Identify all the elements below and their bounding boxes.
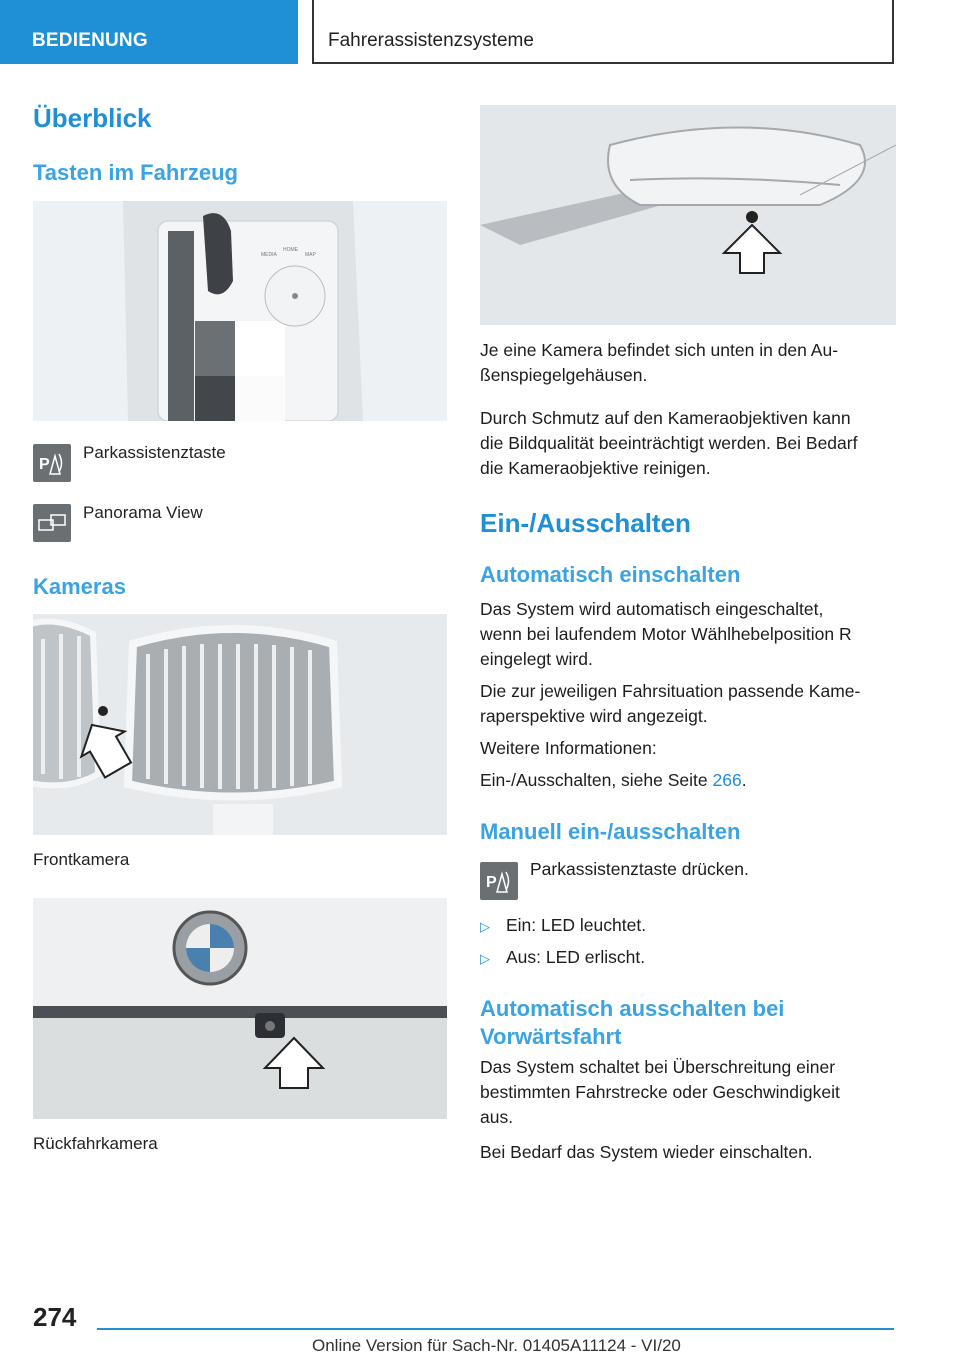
bullet-item: ▷ Ein: LED leuchtet. [480,915,647,935]
cameras-heading: Kameras [33,574,126,599]
see-page-reference: Ein-/Ausschalten, siehe Seite 266. [480,770,747,790]
rear-camera-caption: Rückfahrkamera [33,1134,158,1153]
svg-text:P: P [486,874,497,891]
page-number: 274 [33,1302,77,1332]
svg-text:MAP: MAP [305,252,316,258]
reenable-paragraph: Bei Bedarf das System wieder einschalten. [480,1142,813,1162]
manual-text: Parkassistenztaste drücken. [530,859,749,879]
header-chapter-box [312,0,894,64]
front-camera-caption: Frontkamera [33,850,130,869]
panorama-view-icon [33,504,71,542]
footer-online-version: Online Version für Sach-Nr. 01405A11124 - VI/20 [312,1336,681,1355]
mirror-paragraph-2: Durch Schmutz auf den Kameraobjektiven kann die Bildqualität beeinträchtigt werden. Bei Bedarf die Kameraobjektive reinigen. [480,408,858,478]
rear-camera-image [33,898,447,1119]
front-camera-image [33,614,447,835]
header-section-tab [0,0,298,64]
manual-heading: Manuell ein-/ausschalten [480,819,741,844]
svg-text:MEDIA: MEDIA [261,252,277,258]
page-title: Überblick [33,103,152,133]
triangle-bullet-icon: ▷ [480,951,490,966]
auto-off-paragraph: Das System schaltet bei Überschreitung einer bestimmten Fahrstrecke oder Geschwindigkeit aus. [480,1057,840,1127]
svg-text:HOME: HOME [283,247,298,253]
perspective-paragraph: Die zur jeweiligen Fahrsituation passende Kame- raperspektive wird angezeigt. [480,681,861,726]
buttons-heading: Tasten im Fahrzeug [33,160,238,185]
page-link[interactable]: 266 [712,770,742,790]
auto-on-paragraph: Das System wird automatisch eingeschaltet, wenn bei laufendem Motor Wählhebelposition R eingelegt wird. [480,599,852,669]
park-assist-icon [33,444,71,482]
mirror-paragraph-1: Je eine Kamera befindet sich unten in den Au- ßenspiegelgehäusen. [480,340,839,385]
header-section-label: BEDIENUNG [32,30,148,51]
footer-divider [97,1328,894,1330]
more-info-label: Weitere Informationen: [480,738,657,758]
console-image [33,201,447,421]
panorama-view-label: Panorama View [83,503,203,522]
park-assist-icon [480,862,518,900]
park-assist-label: Parkassistenztaste [83,443,226,462]
onoff-heading: Ein-/Ausschalten [480,508,691,538]
triangle-bullet-icon: ▷ [480,919,490,934]
svg-text:P: P [39,456,50,473]
auto-on-heading: Automatisch einschalten [480,562,741,587]
mirror-camera-image [480,105,896,325]
bullet-item: ▷ Aus: LED erlischt. [480,947,646,967]
header-chapter-label: Fahrerassistenzsysteme [328,30,534,51]
auto-off-heading: Automatisch ausschalten bei Vorwärtsfahrt [480,996,785,1049]
